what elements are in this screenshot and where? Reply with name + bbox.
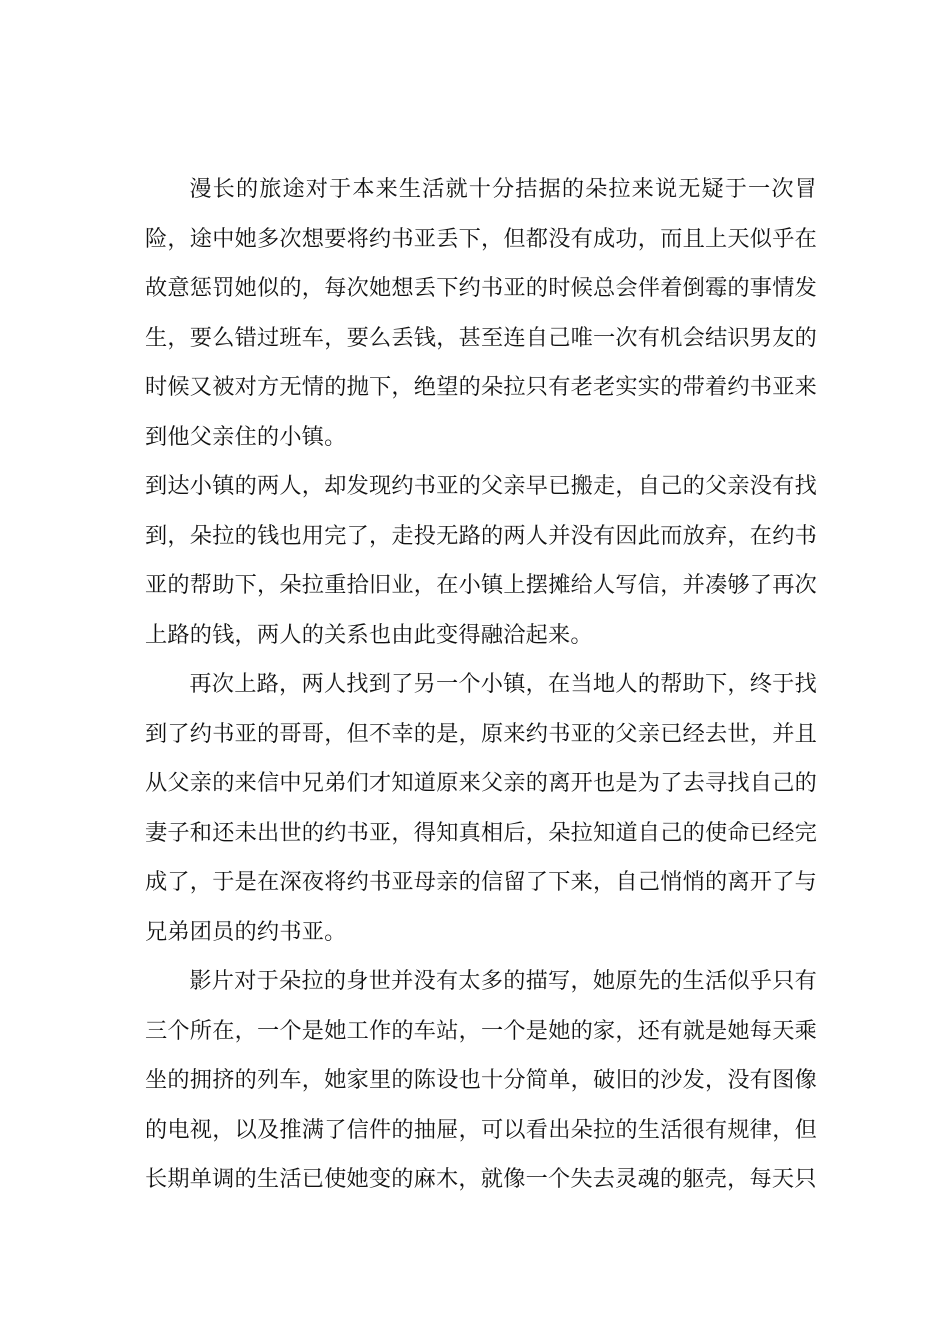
paragraph-3: 再次上路，两人找到了另一个小镇，在当地人的帮助下，终于找到了约书亚的哥哥，但不幸的是，原来约书亚的父亲已经去世，并且从父亲的来信中兄弟们才知道原来父亲的离开也是为了去寻找自己的妻子和还未出世的约书亚，得知真相后，朵拉知道自己的使命已经完成了，于是在深夜将约书亚母亲的信留了下来，自己悄悄的离开了与兄弟团员的约书亚。: [145, 671, 817, 945]
document-body: [145, 165, 817, 1205]
paragraph-4: 影片对于朵拉的身世并没有太多的描写，她原先的生活似乎只有三个所在，一个是她工作的车站，一个是她的家，还有就是她每天乘坐的拥挤的列车，她家里的陈设也十分简单，破旧的沙发，没有图像的电视，以及推满了信件的抽屉，可以看出朵拉的生活很有规律，但长期单调的生活已使她变的麻木，就像一个失去灵魂的躯壳，每天只: [145, 968, 817, 1192]
paragraph-2: 到达小镇的两人，却发现约书亚的父亲早已搬走，自己的父亲没有找到，朵拉的钱也用完了，走投无路的两人并没有因此而放弃，在约书亚的帮助下，朵拉重拾旧业，在小镇上摆摊给人写信，并凑够了再次上路的钱，两人的关系也由此变得融洽起来。: [145, 473, 817, 648]
paragraph-1: 漫长的旅途对于本来生活就十分拮据的朵拉来说无疑于一次冒险，途中她多次想要将约书亚丢下，但都没有成功，而且上天似乎在故意惩罚她似的，每次她想丢下约书亚的时候总会伴着倒霉的事情发生，要么错过班车，要么丢钱，甚至连自己唯一次有机会结识男友的时候又被对方无情的抛下，绝望的朵拉只有老老实实的带着约书亚来到他父亲住的小镇。: [145, 176, 817, 450]
